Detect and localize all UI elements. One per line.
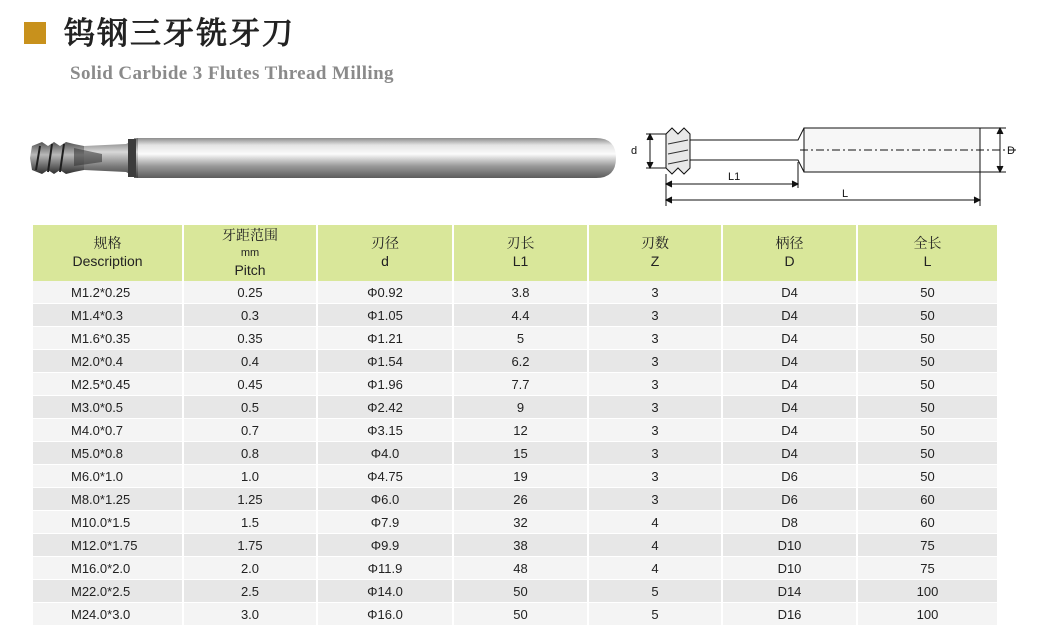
cell-cutting-length: 50: [453, 580, 588, 603]
cell-flutes: 3: [588, 465, 722, 488]
cell-description: M4.0*0.7: [33, 419, 183, 442]
cell-flutes: 5: [588, 580, 722, 603]
label-D: D: [1007, 145, 1015, 157]
table-row: [33, 511, 997, 534]
cell-cutting-length: 26: [453, 488, 588, 511]
cell-cutting-diameter: Φ1.21: [317, 327, 453, 350]
table-row: [33, 488, 997, 511]
cell-pitch: 1.25: [183, 488, 317, 511]
cell-pitch: 0.3: [183, 304, 317, 327]
col-header-cutting-diameter: 刃径 d: [317, 225, 453, 281]
shank-body: [134, 138, 616, 178]
cell-shank-diameter: D4: [722, 327, 857, 350]
cell-flutes: 3: [588, 373, 722, 396]
cell-overall-length: 50: [857, 304, 997, 327]
cell-description: M6.0*1.0: [33, 465, 183, 488]
cell-description: M1.4*0.3: [33, 304, 183, 327]
cell-pitch: 2.0: [183, 557, 317, 580]
cell-pitch: 3.0: [183, 603, 317, 626]
cell-overall-length: 60: [857, 488, 997, 511]
cell-overall-length: 50: [857, 281, 997, 304]
cell-cutting-diameter: Φ1.96: [317, 373, 453, 396]
cell-cutting-diameter: Φ0.92: [317, 281, 453, 304]
cell-overall-length: 100: [857, 603, 997, 626]
cell-overall-length: 50: [857, 396, 997, 419]
cell-description: M2.5*0.45: [33, 373, 183, 396]
cell-overall-length: 50: [857, 419, 997, 442]
table-row: [33, 281, 997, 304]
cell-shank-diameter: D8: [722, 511, 857, 534]
cell-description: M2.0*0.4: [33, 350, 183, 373]
col-header-flutes: 刃数 Z: [588, 225, 722, 281]
cell-flutes: 3: [588, 327, 722, 350]
cell-description: M10.0*1.5: [33, 511, 183, 534]
cell-shank-diameter: D16: [722, 603, 857, 626]
cell-cutting-diameter: Φ3.15: [317, 419, 453, 442]
cell-shank-diameter: D4: [722, 396, 857, 419]
cell-shank-diameter: D4: [722, 419, 857, 442]
cell-pitch: 1.75: [183, 534, 317, 557]
cell-pitch: 0.25: [183, 281, 317, 304]
cell-flutes: 3: [588, 281, 722, 304]
table-row: [33, 419, 997, 442]
table-row: [33, 373, 997, 396]
cell-description: M24.0*3.0: [33, 603, 183, 626]
cell-pitch: 0.5: [183, 396, 317, 419]
cell-shank-diameter: D6: [722, 488, 857, 511]
cell-cutting-length: 12: [453, 419, 588, 442]
drawing-head: [666, 128, 690, 174]
drawing-neck: [690, 128, 804, 172]
cell-flutes: 3: [588, 488, 722, 511]
table-row: [33, 580, 997, 603]
cell-description: M12.0*1.75: [33, 534, 183, 557]
cell-cutting-diameter: Φ4.0: [317, 442, 453, 465]
cell-description: M1.6*0.35: [33, 327, 183, 350]
cell-flutes: 4: [588, 511, 722, 534]
cell-flutes: 5: [588, 603, 722, 626]
cell-cutting-length: 19: [453, 465, 588, 488]
table-row: [33, 603, 997, 626]
cell-cutting-diameter: Φ16.0: [317, 603, 453, 626]
table-row: [33, 534, 997, 557]
cell-cutting-length: 48: [453, 557, 588, 580]
col-header-cutting-length: 刃长 L1: [453, 225, 588, 281]
cell-flutes: 3: [588, 350, 722, 373]
table-row: [33, 304, 997, 327]
cell-cutting-diameter: Φ1.05: [317, 304, 453, 327]
cell-cutting-diameter: Φ1.54: [317, 350, 453, 373]
cell-overall-length: 50: [857, 442, 997, 465]
cell-cutting-length: 6.2: [453, 350, 588, 373]
cell-pitch: 0.35: [183, 327, 317, 350]
tool-photo: [26, 132, 616, 184]
cell-cutting-diameter: Φ7.9: [317, 511, 453, 534]
cell-flutes: 4: [588, 534, 722, 557]
spec-table: [33, 225, 997, 626]
table-row: [33, 350, 997, 373]
cell-pitch: 0.45: [183, 373, 317, 396]
cell-cutting-length: 38: [453, 534, 588, 557]
cell-cutting-length: 15: [453, 442, 588, 465]
cell-cutting-diameter: Φ2.42: [317, 396, 453, 419]
cell-description: M1.2*0.25: [33, 281, 183, 304]
col-header-overall-length: 全长 L: [857, 225, 997, 281]
cell-shank-diameter: D10: [722, 534, 857, 557]
table-row: [33, 396, 997, 419]
cell-cutting-length: 5: [453, 327, 588, 350]
cell-cutting-diameter: Φ14.0: [317, 580, 453, 603]
cell-pitch: 0.8: [183, 442, 317, 465]
cell-description: M22.0*2.5: [33, 580, 183, 603]
cell-cutting-diameter: Φ4.75: [317, 465, 453, 488]
label-d: d: [631, 145, 638, 157]
cell-shank-diameter: D10: [722, 557, 857, 580]
cell-flutes: 3: [588, 419, 722, 442]
cell-overall-length: 50: [857, 350, 997, 373]
table-row: [33, 557, 997, 580]
cell-cutting-diameter: Φ9.9: [317, 534, 453, 557]
col-header-description: 规格 Description: [33, 225, 183, 281]
cell-shank-diameter: D4: [722, 442, 857, 465]
cell-cutting-length: 4.4: [453, 304, 588, 327]
cell-overall-length: 50: [857, 465, 997, 488]
col-header-shank-diameter: 柄径 D: [722, 225, 857, 281]
spec-table-body: [33, 281, 997, 626]
cell-description: M8.0*1.25: [33, 488, 183, 511]
neck-ring: [128, 139, 136, 177]
spec-table-header: [33, 225, 997, 281]
label-L: L: [842, 188, 849, 200]
table-row: [33, 327, 997, 350]
cell-shank-diameter: D4: [722, 373, 857, 396]
cell-cutting-length: 9: [453, 396, 588, 419]
table-row: [33, 442, 997, 465]
cell-description: M16.0*2.0: [33, 557, 183, 580]
cell-overall-length: 100: [857, 580, 997, 603]
cell-pitch: 0.4: [183, 350, 317, 373]
cell-pitch: 0.7: [183, 419, 317, 442]
cell-flutes: 3: [588, 304, 722, 327]
cell-pitch: 2.5: [183, 580, 317, 603]
cell-cutting-diameter: Φ6.0: [317, 488, 453, 511]
cell-shank-diameter: D4: [722, 281, 857, 304]
cell-overall-length: 75: [857, 534, 997, 557]
cell-overall-length: 50: [857, 373, 997, 396]
tool-dimension-drawing: [626, 122, 1026, 218]
cell-description: M5.0*0.8: [33, 442, 183, 465]
cell-flutes: 4: [588, 557, 722, 580]
cell-pitch: 1.5: [183, 511, 317, 534]
cell-overall-length: 50: [857, 327, 997, 350]
cell-overall-length: 75: [857, 557, 997, 580]
page-title-english: Solid Carbide 3 Flutes Thread Milling: [70, 63, 394, 84]
cell-shank-diameter: D4: [722, 304, 857, 327]
table-row: [33, 465, 997, 488]
cell-shank-diameter: D14: [722, 580, 857, 603]
page-title-chinese: 钨钢三牙铣牙刀: [64, 16, 295, 52]
cell-cutting-length: 50: [453, 603, 588, 626]
cell-shank-diameter: D6: [722, 465, 857, 488]
cell-cutting-diameter: Φ11.9: [317, 557, 453, 580]
cell-pitch: 1.0: [183, 465, 317, 488]
cell-cutting-length: 3.8: [453, 281, 588, 304]
title-accent-square: [24, 22, 46, 44]
cell-cutting-length: 7.7: [453, 373, 588, 396]
cell-cutting-length: 32: [453, 511, 588, 534]
label-L1: L1: [728, 171, 741, 183]
cell-flutes: 3: [588, 396, 722, 419]
cell-flutes: 3: [588, 442, 722, 465]
cell-overall-length: 60: [857, 511, 997, 534]
cell-description: M3.0*0.5: [33, 396, 183, 419]
cell-shank-diameter: D4: [722, 350, 857, 373]
col-header-pitch: 牙距范围 mm Pitch: [183, 225, 317, 281]
